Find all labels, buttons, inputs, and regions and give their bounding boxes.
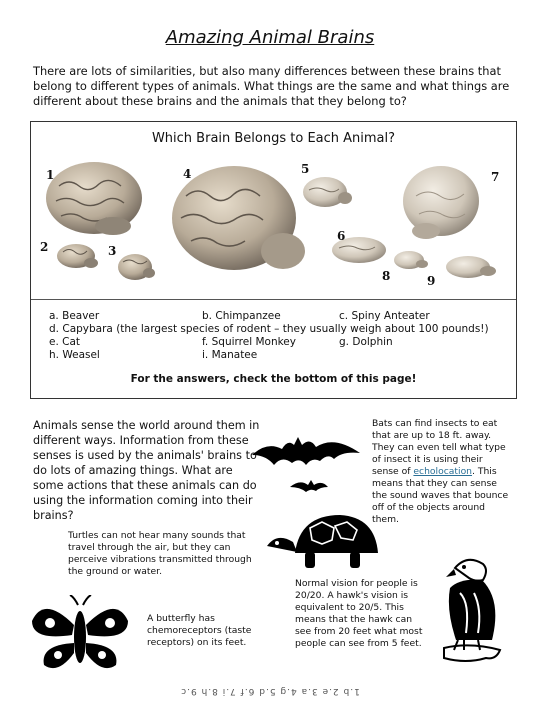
brain-number: 9 bbox=[427, 274, 436, 288]
brain-8 bbox=[394, 251, 428, 269]
option-f: f. Squirrel Monkey bbox=[202, 336, 296, 348]
brain-1 bbox=[46, 162, 142, 235]
option-e: e. Cat bbox=[49, 336, 81, 348]
divider bbox=[31, 299, 516, 300]
option-a: a. Beaver bbox=[49, 310, 100, 322]
answer-key-upside-down: 1.b 2.e 3.a 4.g 5.d 6.f 7.i 8.h 9.c bbox=[180, 686, 360, 696]
echolocation-link[interactable]: echolocation bbox=[413, 466, 473, 477]
senses-paragraph: Animals sense the world around them in different ways. Information from these senses is used by the animals' brains to do lots of amazing things. What are some actions that these animals can do using the information coming into their brains? bbox=[33, 419, 260, 522]
option-c: c. Spiny Anteater bbox=[339, 310, 430, 322]
option-i: i. Manatee bbox=[202, 349, 258, 361]
brain-number: 6 bbox=[337, 229, 346, 243]
brain-quiz-panel bbox=[30, 121, 517, 399]
brain-number: 8 bbox=[382, 269, 391, 283]
page-title: Amazing Animal Brains bbox=[165, 27, 375, 48]
option-d: d. Capybara (the largest species of rodent – they usually weigh about 100 pounds!) bbox=[49, 323, 489, 335]
bat-fact: Bats can find insects to eat that are up to 18 ft. away. They can even tell what type of insect it is using their sense of echolocation. This means that they can sense the sound waves that bounce off of the objects around them. bbox=[372, 418, 509, 525]
brain-7 bbox=[403, 166, 479, 239]
brain-3 bbox=[118, 254, 155, 280]
option-g: g. Dolphin bbox=[339, 336, 393, 348]
panel-heading: Which Brain Belongs to Each Animal? bbox=[151, 131, 396, 146]
butterfly-fact: A butterfly has chemoreceptors (taste receptors) on its feet. bbox=[147, 613, 252, 648]
brain-4 bbox=[172, 166, 305, 270]
option-h: h. Weasel bbox=[49, 349, 100, 361]
brain-number: 3 bbox=[108, 244, 117, 258]
option-b: b. Chimpanzee bbox=[202, 310, 281, 322]
brain-number: 1 bbox=[46, 168, 55, 182]
brain-number: 2 bbox=[40, 240, 49, 254]
brain-5 bbox=[303, 177, 352, 207]
brain-number: 4 bbox=[183, 167, 192, 181]
turtle-fact: Turtles can not hear many sounds that travel through the air, but they can perceive vibrations transmitted through the ground or water. bbox=[68, 530, 252, 577]
answer-note: For the answers, check the bottom of this page! bbox=[130, 373, 417, 385]
turtle-icon bbox=[265, 508, 380, 578]
intro-paragraph: There are lots of similarities, but also many differences between these brains that belong to different types of animals. What things are the same and what things are different about these brains and the animals that they belong to? bbox=[33, 64, 510, 108]
brain-9 bbox=[446, 256, 496, 278]
brain-photos bbox=[31, 156, 516, 304]
brain-number: 7 bbox=[491, 170, 500, 184]
butterfly-icon bbox=[28, 595, 133, 675]
hawk-fact: Normal vision for people is 20/20. A hawk's vision is equivalent to 20/5. This means that the hawk can see from 20 feet what most people can see from 5 feet. bbox=[295, 578, 423, 649]
brain-2 bbox=[57, 244, 98, 268]
hawk-icon bbox=[430, 553, 510, 673]
bat-icon bbox=[250, 425, 365, 505]
brain-number: 5 bbox=[301, 162, 310, 176]
